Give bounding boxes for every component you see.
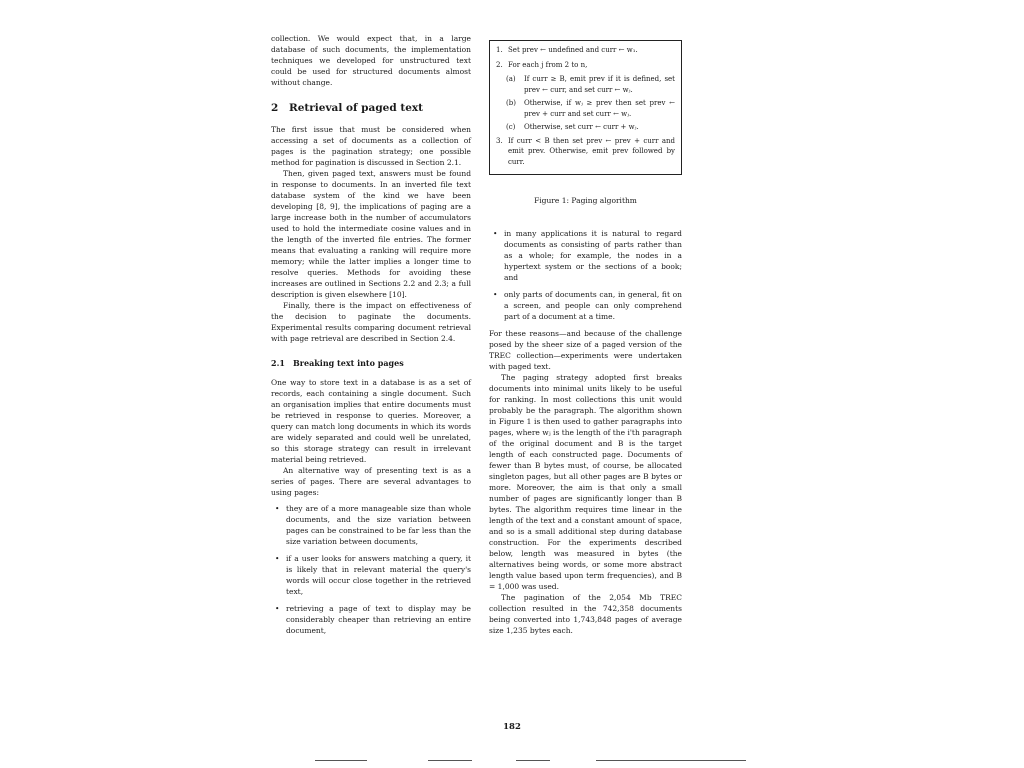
advantages-list (271, 503, 471, 636)
bullet-icon: • (493, 290, 498, 299)
body-paragraph: The paging strategy adopted first breaks documents into minimal units likely to be useful for ranking. In most collections this unit would probably be the paragraph. The algorithm shown in Figure 1 is then used to gather paragraphs into pages, where wⱼ is the length of the i'th paragraph of the original document and B is the target length of each constructed page. Documents of fewer than B bytes must, of course, be allocated singleton pages, but all other pages are B bytes or more. Moreover, the aim is that only a small number of pages are significantly longer than B bytes. The algorithm requires time linear in the length of the text and a constant amount of space, and so is a small additional step during database construction. For the experiments described below, length was measured in bytes (the alternatives being words, or some more abstract length value based upon term frequencies), and B = 1,000 was used. (489, 373, 682, 591)
substep-text: If curr ≥ B, emit prev if it is defined, set prev ← curr, and set curr ← wⱼ. (524, 75, 675, 94)
step-text: For each j from 2 to n, (508, 60, 588, 69)
list-item (271, 553, 471, 597)
page-number: 182 (503, 722, 521, 732)
list-item-text: only parts of documents can, in general, fit on a screen, and people can only comprehend part of a document at a time. (504, 290, 682, 321)
section-title: Retrieval of paged text (289, 102, 423, 114)
subsection-paragraph: An alternative way of presenting text is as a series of pages. There are several advantages to using pages: (271, 466, 471, 497)
algorithm-step (496, 136, 675, 168)
footer-rule (596, 760, 746, 761)
section-paragraph: Finally, there is the impact on effectiveness of the decision to paginate the documents. Experimental results comparing document retrieval with page retrieval are described in Section 2.4. (271, 301, 471, 343)
intro-paragraph: collection. We would expect that, in a large database of such documents, the implementation techniques we developed for unstructured text could be used for structured documents almost without change. (271, 34, 471, 87)
section-heading (271, 102, 471, 115)
algorithm-step (496, 60, 675, 71)
list-item (489, 289, 682, 322)
algorithm-substep (506, 122, 675, 133)
body-paragraph: For these reasons—and because of the challenge posed by the sheer size of a paged version of the TREC collection—experiments were undertaken with paged text. (489, 329, 682, 371)
bullet-icon: • (275, 504, 280, 513)
algorithm-substep (506, 74, 675, 95)
substep-number: (b) (506, 99, 516, 107)
footer-rule (516, 760, 550, 761)
subsection-heading (271, 358, 471, 369)
list-item (489, 228, 682, 283)
section-paragraph: Then, given paged text, answers must be found in response to documents. In an inverted file text database system of the kind we have been developing [8, 9], the implications of paging are a large increase both in the number of accumulators used to hold the intermediate cosine values and in the length of the inverted file entries. The former means that evaluating a ranking will require more memory; while the latter implies a longer time to resolve queries. Methods for avoiding these increases are outlined in Sections 2.2 and 2.3; a full description is given elsewhere [10]. (271, 169, 471, 299)
algorithm-box (489, 40, 682, 175)
subsection-paragraph: One way to store text in a database is as a set of records, each containing a single document. Such an organisation implies that entire documents must be retrieved in response to queries. Moreover, a query can match long documents in which its words are widely separated and could well be unrelated, so this storage strategy can result in irrelevant material being retrieved. (271, 378, 471, 464)
bullet-icon: • (493, 229, 498, 238)
algorithm-substep (506, 98, 675, 119)
left-column (271, 33, 471, 642)
list-item-text: they are of a more manageable size than whole documents, and the size variation between pages can be constrained to be far less than the size variation between documents, (286, 504, 471, 546)
step-text: If curr < B then set prev ← prev + curr and emit prev. Otherwise, emit prev followed by curr. (508, 136, 675, 166)
substep-number: (a) (506, 75, 516, 83)
list-item-text: retrieving a page of text to display may be considerably cheaper than retrieving an entire document, (286, 604, 471, 635)
substep-text: Otherwise, set curr ← curr + wⱼ. (524, 123, 639, 131)
section-number: 2 (271, 102, 279, 114)
algorithm-step (496, 45, 675, 56)
step-number: 2. (496, 60, 503, 69)
substep-text: Otherwise, if wⱼ ≥ prev then set prev ← prev + curr and set curr ← wⱼ. (524, 99, 675, 118)
body-paragraph: The pagination of the 2,054 Mb TREC collection resulted in the 742,358 documents being converted into 1,743,848 pages of average size 1,235 bytes each. (489, 593, 682, 635)
step-text: Set prev ← undefined and curr ← w₁. (508, 46, 638, 54)
substep-number: (c) (506, 123, 516, 131)
bullet-icon: • (275, 554, 280, 563)
bullet-icon: • (275, 604, 280, 613)
footer-rule (315, 760, 367, 761)
step-number: 1. (496, 46, 503, 54)
step-number: 3. (496, 136, 503, 145)
subsection-number: 2.1 (271, 358, 285, 368)
list-item (271, 503, 471, 547)
figure-caption: Figure 1: Paging algorithm (534, 196, 637, 205)
subsection-title: Breaking text into pages (293, 358, 404, 368)
list-item-text: if a user looks for answers matching a query, it is likely that in relevant material the query's words will occur close together in the retrieved text, (286, 554, 471, 596)
list-item-text: in many applications it is natural to regard documents as consisting of parts rather than as a whole; for example, the nodes in a hypertext system or the sections of a book; and (504, 229, 682, 282)
right-column (489, 33, 682, 636)
section-paragraph: The first issue that must be considered when accessing a set of documents as a collection of pages is the pagination strategy; one possible method for pagination is discussed in Section 2.1. (271, 125, 471, 167)
parts-list (489, 228, 682, 322)
footer-rule (428, 760, 472, 761)
list-item (271, 603, 471, 636)
